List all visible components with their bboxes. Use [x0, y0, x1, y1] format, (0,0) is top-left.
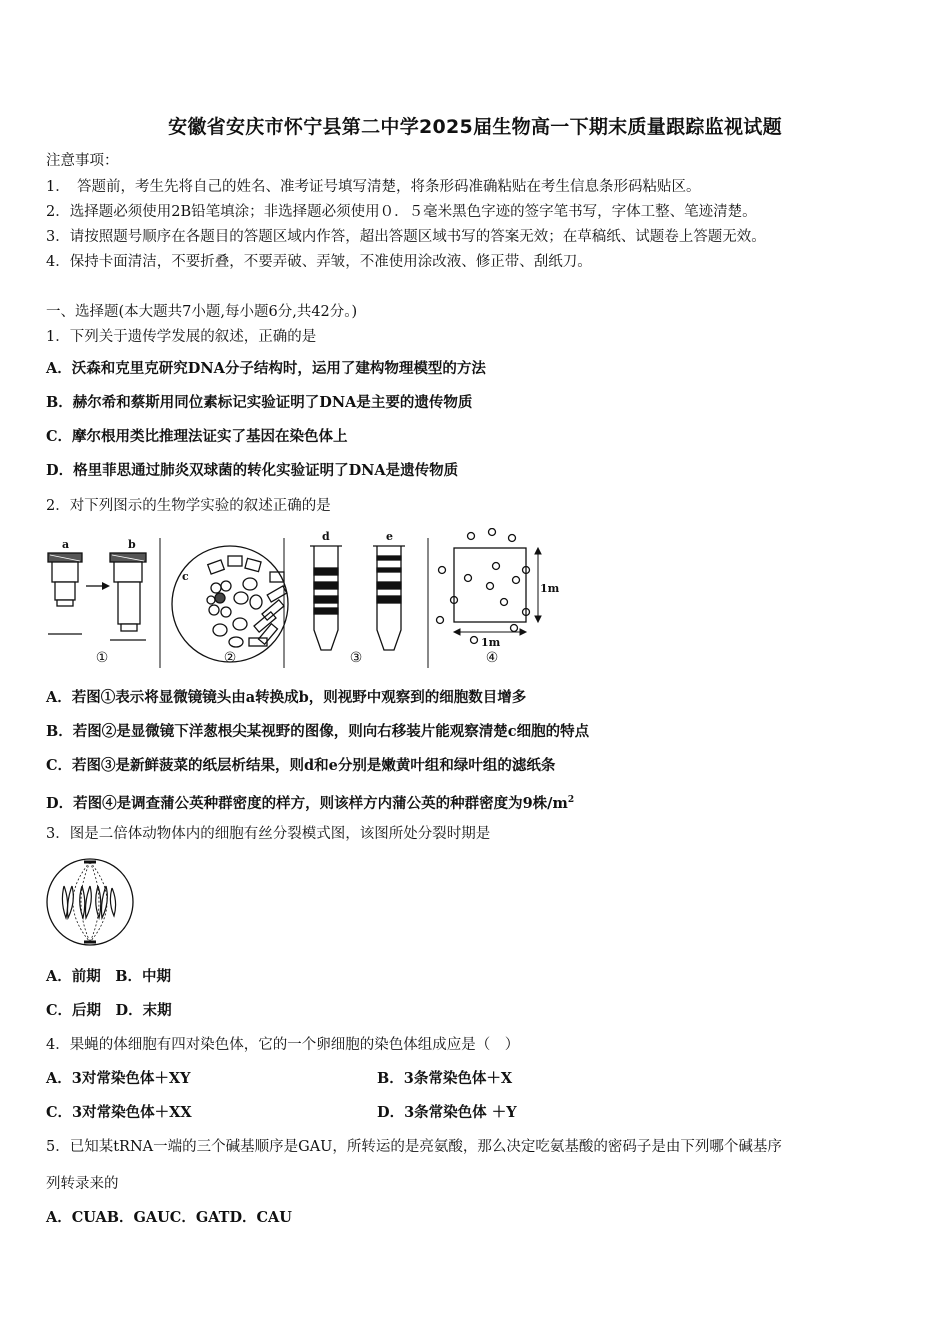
- quadrat-square: [454, 548, 526, 622]
- q3-options-row-1: A．前期 B．中期: [46, 968, 172, 985]
- q2-option-b: B．若图②是显微镜下洋葱根尖某视野的图像，则向右移装片能观察清楚c细胞的特点: [46, 723, 590, 740]
- q1-stem: 1．下列关于遗传学发展的叙述，正确的是: [46, 329, 317, 345]
- q3-options-row-2: C．后期 D．末期: [46, 1002, 172, 1019]
- q2-option-a: A．若图①表示将显微镜镜头由a转换成b，则视野中观察到的细胞数目增多: [46, 689, 527, 706]
- q5-stem-line-2: 列转录来的: [46, 1176, 119, 1192]
- q1-option-c: C．摩尔根用类比推理法证实了基因在染色体上: [46, 428, 348, 445]
- panel-label-3: ③: [349, 650, 363, 666]
- q4-option-c: C．3对常染色体＋XX: [46, 1104, 192, 1121]
- page-title: 安徽省安庆市怀宁县第二中学2025届生物高一下期末质量跟踪监视试题: [168, 116, 782, 138]
- q4-option-d: D．3条常染色体 ＋Y: [377, 1104, 517, 1121]
- q4-option-b: B．3条常染色体＋X: [377, 1070, 513, 1087]
- q2-figure: [44, 528, 564, 670]
- section-heading: 一、选择题(本大题共7小题,每小题6分,共42分。): [46, 304, 358, 320]
- notice-heading: 注意事项：: [46, 153, 119, 169]
- panel-label-1: ①: [95, 650, 109, 666]
- notice-item-4: 4．保持卡面清洁，不要折叠，不要弄破、弄皱，不准使用涂改液、修正带、刮纸刀。: [46, 254, 592, 270]
- q3-stem: 3．图是二倍体动物体内的细胞有丝分裂模式图，该图所处分裂时期是: [46, 826, 491, 842]
- q2-option-d-superscript: 2: [567, 795, 575, 805]
- scale-vertical-label: 1m: [540, 582, 560, 595]
- chromosomes: [62, 886, 115, 918]
- notice-item-2: 2．选择题必须使用2B铅笔填涂；非选择题必须使用０．５毫米黑色字迹的签字笔书写，字体工整、笔迹清楚。: [46, 204, 757, 220]
- q5-options: A．CUAB．GAUC．GATD．CAU: [46, 1209, 292, 1226]
- q1-option-d: D．格里菲思通过肺炎双球菌的转化实验证明了DNA是遗传物质: [46, 462, 459, 479]
- label-d: d: [322, 530, 330, 543]
- q2-option-c: C．若图③是新鲜菠菜的纸层析结果，则d和e分别是嫩黄叶组和绿叶组的滤纸条: [46, 757, 556, 774]
- q5-stem-line-1: 5．已知某tRNA一端的三个碱基顺序是GAU，所转运的是亮氨酸，那么决定吃氨基酸的密码子是由下列哪个碱基序: [46, 1139, 782, 1155]
- panel-label-2: ②: [223, 650, 237, 666]
- strip-e: [373, 546, 405, 650]
- notice-item-3: 3．请按照题号顺序在各题目的答题区域内作答，超出答题区域书写的答案无效；在草稿纸、试题卷上答题无效。: [46, 229, 766, 245]
- q1-option-a: A．沃森和克里克研究DNA分子结构时，运用了建构物理模型的方法: [46, 360, 486, 377]
- quadrat-plants: [437, 529, 530, 644]
- q4-option-a: A．3对常染色体＋XY: [46, 1070, 191, 1087]
- objective-lens-b: [110, 553, 146, 631]
- cells-field: [207, 556, 287, 647]
- label-b: b: [128, 538, 136, 551]
- label-c: c: [182, 570, 189, 583]
- q2-stem: 2．对下列图示的生物学实验的叙述正确的是: [46, 498, 331, 514]
- label-e: e: [386, 530, 393, 543]
- q3-cell-figure: [44, 856, 136, 948]
- q2-option-d: D．若图④是调查蒲公英种群密度的样方，则该样方内蒲公英的种群密度为9株/m: [46, 794, 568, 812]
- q1-option-b: B．赫尔希和蔡斯用同位素标记实验证明了DNA是主要的遗传物质: [46, 394, 473, 411]
- q4-stem: 4．果蝇的体细胞有四对染色体，它的一个卵细胞的染色体组成应是（ ）: [46, 1037, 520, 1053]
- notice-item-1: 1． 答题前，考生先将自己的姓名、准考证号填写清楚，将条形码准确粘贴在考生信息条形码粘贴区。: [46, 179, 701, 195]
- objective-lens-a: [48, 553, 82, 606]
- strip-d: [310, 546, 342, 650]
- label-a: a: [62, 538, 70, 551]
- panel-label-4: ④: [485, 650, 499, 666]
- q2-option-d-line: [46, 790, 574, 814]
- scale-horizontal-label: 1m: [481, 636, 501, 649]
